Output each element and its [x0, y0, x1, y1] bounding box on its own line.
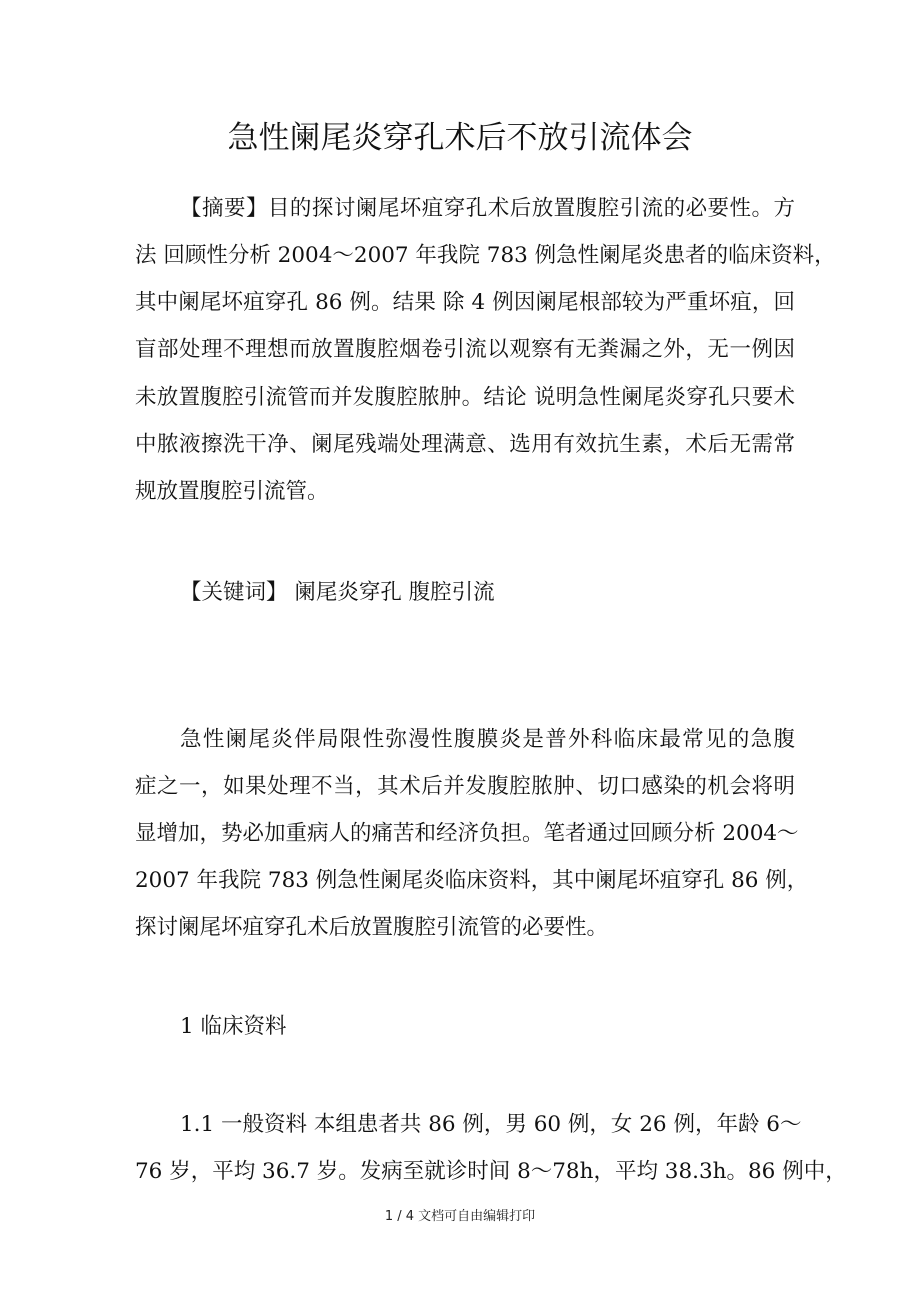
- document-title: 急性阑尾炎穿孔术后不放引流体会: [227, 120, 693, 156]
- page-footer: 1 / 4 文档可自由编辑打印: [384, 1209, 536, 1224]
- keywords: 【关键词】 阑尾炎穿孔 腹腔引流: [180, 580, 495, 605]
- section-1-1-line: 1.1 一般资料 本组患者共 86 例，男 60 例，女 26 例，年龄 6～: [180, 1112, 802, 1137]
- abstract-line: 盲部处理不理想而放置腹腔烟卷引流以观察有无粪漏之外，无一例因: [135, 337, 795, 362]
- abstract-line: 法 回顾性分析 2004～2007 年我院 783 例急性阑尾炎患者的临床资料，: [135, 243, 836, 268]
- abstract-line: 规放置腹腔引流管。: [135, 479, 329, 504]
- intro-line: 2007 年我院 783 例急性阑尾炎临床资料，其中阑尾坏疽穿孔 86 例，: [135, 868, 809, 893]
- section-heading: 1 临床资料: [180, 1014, 287, 1039]
- abstract-line: 【摘要】目的探讨阑尾坏疽穿孔术后放置腹腔引流的必要性。方: [180, 196, 795, 221]
- abstract-line: 其中阑尾坏疽穿孔 86 例。结果 除 4 例因阑尾根部较为严重坏疽，回: [135, 290, 795, 315]
- intro-line: 探讨阑尾坏疽穿孔术后放置腹腔引流管的必要性。: [135, 915, 609, 940]
- abstract-line: 未放置腹腔引流管而并发腹腔脓肿。结论 说明急性阑尾炎穿孔只要术: [135, 385, 795, 410]
- abstract-line: 中脓液擦洗干净、阑尾残端处理满意、选用有效抗生素，术后无需常: [135, 432, 795, 457]
- section-1-1-line: 76 岁，平均 36.7 岁。发病至就诊时间 8～78h，平均 38.3h。86 例中，: [135, 1159, 847, 1184]
- intro-line: 显增加，势必加重病人的痛苦和经济负担。笔者通过回顾分析 2004～: [135, 821, 799, 846]
- intro-line: 急性阑尾炎伴局限性弥漫性腹膜炎是普外科临床最常见的急腹: [180, 727, 795, 752]
- intro-line: 症之一，如果处理不当，其术后并发腹腔脓肿、切口感染的机会将明: [135, 774, 795, 799]
